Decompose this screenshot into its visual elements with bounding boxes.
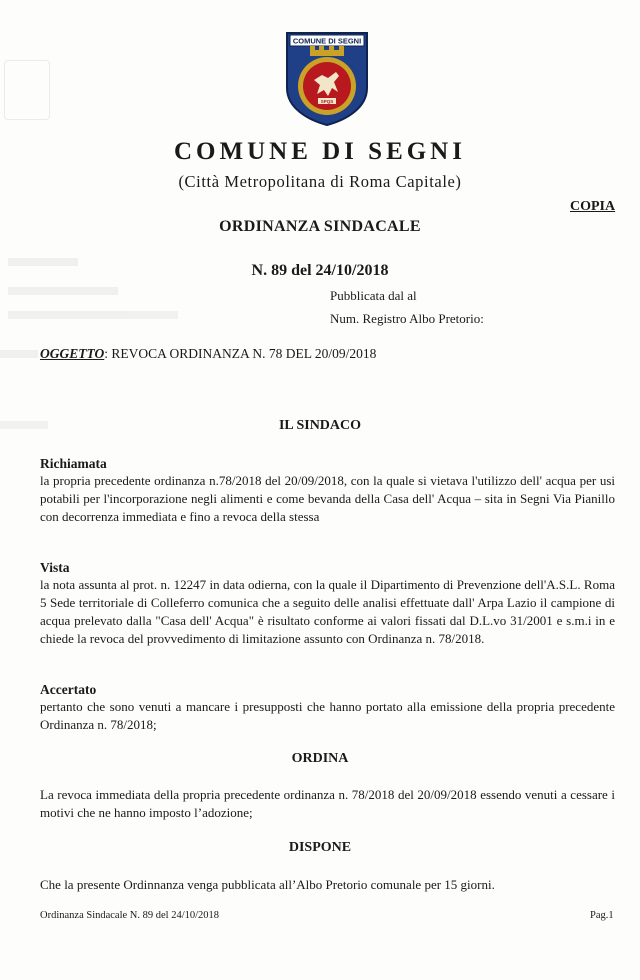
municipal-crest-logo <box>284 30 370 126</box>
subject-label: OGGETTO <box>40 346 105 361</box>
registry-number: Num. Registro Albo Pretorio: <box>330 311 484 326</box>
footer-reference: Ordinanza Sindacale N. 89 del 24/10/2018 <box>40 910 220 921</box>
svg-text:COMUNE DI SEGNI: COMUNE DI SEGNI <box>292 36 362 46</box>
document-type: ORDINANZA SINDACALE <box>219 218 421 235</box>
ordina-heading: ORDINA <box>291 751 349 766</box>
publication-dates: Pubblicata dal al <box>330 288 417 303</box>
municipality-subtitle: (Città Metropolitana di Roma Capitale) <box>178 172 462 191</box>
municipality-name: COMUNE DI SEGNI <box>174 138 466 165</box>
mayor-heading: IL SINDACO <box>278 418 362 433</box>
dispone-paragraph: Che la presente Ordinnanza venga pubblicata all’Albo Pretorio comunale per 15 giorni. <box>40 877 495 892</box>
vista-paragraph: la nota assunta al prot. n. 12247 in data odierna, con la quale il Dipartimento di Prevenzione dell'A.S.L. Roma 5 Sede territoriale di Colleferro comunica che a seguito delle analisi effettuate dall' Arpa Lazio il campione di acqua prelevato dalla "Casa dell' Acqua" è risultato conforme ai valori fissati dal D.L.vo 31/2001 e s.m.i in e chiede la revoca del provvedimento di limitazione assunto con Ordinanza n. 78/2018. <box>40 577 615 646</box>
dispone-heading: DISPONE <box>288 840 352 855</box>
accertato-paragraph: pertanto che sono venuti a mancare i presupposti che hanno portato alla emissione della propria precedente Ordinanza n. 78/2018; <box>40 699 615 732</box>
svg-text:SPQS: SPQS <box>320 99 334 104</box>
ordinance-number: N. 89 del 24/10/2018 <box>251 262 389 279</box>
accertato-heading: Accertato <box>40 682 97 697</box>
subject-text: : REVOCA ORDINANZA N. 78 DEL 20/09/2018 <box>104 346 377 361</box>
ordina-paragraph: La revoca immediata della propria precedente ordinanza n. 78/2018 del 20/09/2018 essendo venuti a cessare i motivi che ne hanno imposto l’adozione; <box>40 787 615 820</box>
page-number: Pag.1 <box>590 910 614 921</box>
richiamata-heading: Richiamata <box>40 456 107 471</box>
copia-label: COPIA <box>570 199 616 214</box>
vista-heading: Vista <box>40 560 70 575</box>
richiamata-paragraph: la propria precedente ordinanza n.78/2018 del 20/09/2018, con la quale si vietava l'utilizzo dell' acqua per usi potabili per l'incorporazione negli alimenti e come bevanda della Casa dell' Acqua – sita in Segni Via Pianillo con decorrenza immediata e fino a revoca della stessa <box>40 473 615 524</box>
subject-line <box>40 346 376 362</box>
